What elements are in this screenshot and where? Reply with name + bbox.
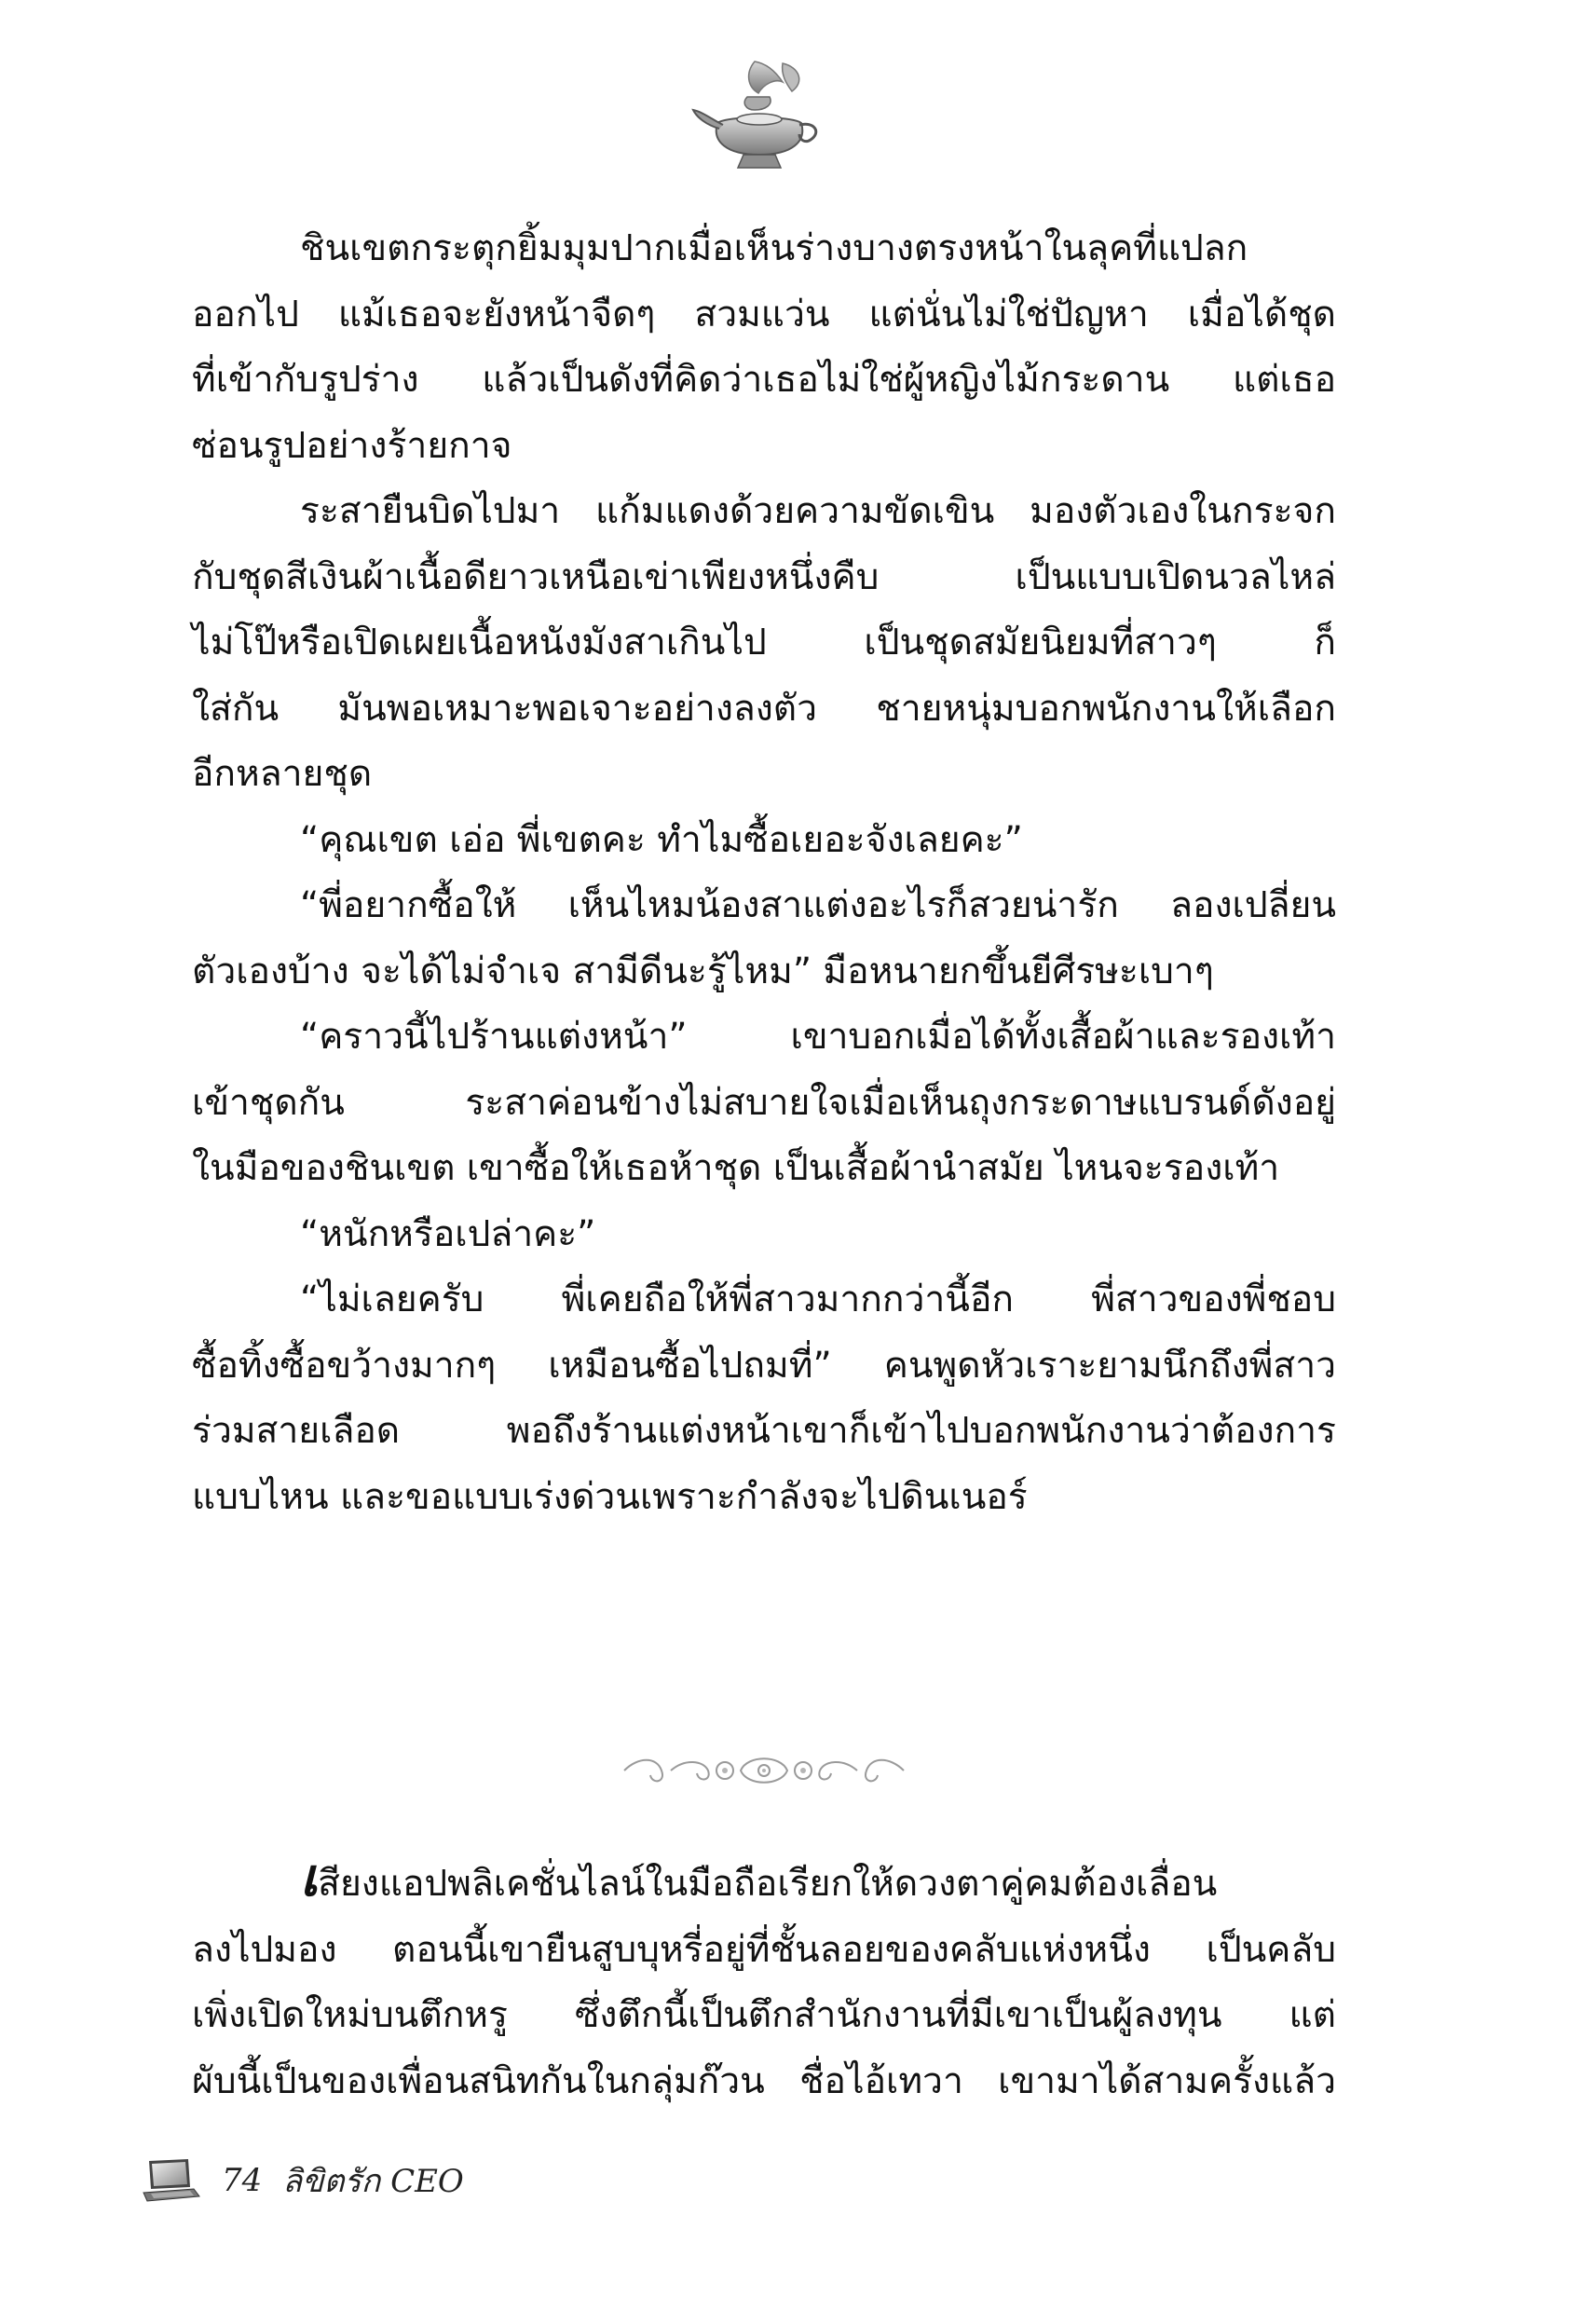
paragraph-line: ตัวเองบ้าง จะได้ไม่จำเจ สามีดีนะรู้ไหม” มือหนายกขึ้นยีศีรษะเบาๆ (192, 950, 1214, 992)
page-footer (140, 2143, 464, 2218)
floral-divider-icon (615, 1747, 913, 1794)
paragraph-line: อีกหลายชุด (192, 753, 373, 795)
paragraph-line: “คุณเขต เอ่อ พี่เขตคะ ทำไมซื้อเยอะจังเลยคะ” (300, 818, 1023, 861)
paragraph-line: “พี่อยากซื้อให้ เห็นไหมน้องสาแต่งอะไรก็สวยน่ารัก ลองเปลี่ยน (300, 884, 1336, 926)
paragraph-line-text: สียงแอปพลิเคชั่นไลน์ในมือถือเรียกให้ดวงตาคู่คมต้องเลื่อน (318, 1863, 1218, 1905)
page-number: 74 (222, 2162, 263, 2199)
paragraph-line: ร่วมสายเลือด พอถึงร้านแต่งหน้าเขาก็เข้าไปบอกพนักงานว่าต้องการ (192, 1410, 1336, 1452)
paragraph-line: ซ่อนรูปอย่างร้ายกาจ (192, 424, 512, 467)
paragraph-line (192, 1845, 1336, 1918)
paragraph-line: กับชุดสีเงินผ้าเนื้อดียาวเหนือเข่าเพียงหนึ่งคืบ เป็นแบบเปิดนวลไหล่ (192, 555, 1336, 598)
paragraph-line: ระสายืนบิดไปมา แก้มแดงด้วยความขัดเขิน มองตัวเองในกระจก (300, 490, 1336, 532)
paragraph-line: ซื้อทิ้งซื้อขว้างมากๆ เหมือนซื้อไปถมที่” คนพูดหัวเราะยามนึกถึงพี่สาว (192, 1344, 1336, 1387)
paragraph-line: ในมือของชินเขต เขาซื้อให้เธอห้าชุด เป็นเสื้อผ้านำสมัย ไหนจะรองเท้า (192, 1147, 1280, 1189)
laptop-icon (140, 2157, 201, 2204)
paragraph-line: ใส่กัน มันพอเหมาะพอเจาะอย่างลงตัว ชายหนุ่มบอกพนักงานให้เลือก (192, 687, 1336, 730)
drop-cap: เ (300, 1847, 319, 1908)
paragraph-line: ผับนี้เป็นของเพื่อนสนิทกันในกลุ่มก๊วน ชื่อไอ้เทวา เขามาได้สามครั้งแล้ว (192, 2059, 1336, 2102)
paragraph-line: เพิ่งเปิดใหม่บนตึกหรู ซึ่งตึกนี้เป็นตึกสำนักงานที่มีเขาเป็นผู้ลงทุน แต่ (192, 1994, 1336, 2036)
paragraph-line: ลงไปมอง ตอนนี้เขายืนสูบบุหรี่อยู่ที่ชั้นลอยของคลับแห่งหนึ่ง เป็นคลับ (192, 1928, 1336, 1971)
paragraph-line: ออกไป แม้เธอจะยังหน้าจืดๆ สวมแว่น แต่นั่นไม่ใช่ปัญหา เมื่อได้ชุด (192, 293, 1336, 335)
paragraph-line: “คราวนี้ไปร้านแต่งหน้า” เขาบอกเมื่อได้ทั้งเสื้อผ้าและรองเท้า (300, 1016, 1336, 1058)
paragraph-line: เข้าชุดกัน ระสาค่อนข้างไม่สบายใจเมื่อเห็นถุงกระดาษแบรนด์ดังอยู่ (192, 1081, 1336, 1124)
paragraph-line: “หนักหรือเปล่าคะ” (300, 1212, 596, 1255)
paragraph-line: “ไม่เลยครับ พี่เคยถือให้พี่สาวมากกว่านี้อีก พี่สาวของพี่ชอบ (300, 1279, 1336, 1320)
section-2-text (192, 1845, 1336, 2114)
magic-lamp-icon (689, 45, 829, 185)
paragraph-line: ที่เข้ากับรูปร่าง แล้วเป็นดังที่คิดว่าเธอไม่ใช่ผู้หญิงไม้กระดาน แต่เธอ (192, 359, 1336, 401)
paragraph-line: ไม่โป๊หรือเปิดเผยเนื้อหนังมังสาเกินไป เป็นชุดสมัยนิยมที่สาวๆ ก็ (192, 622, 1336, 663)
book-title: ลิขิตรัก CEO (282, 2163, 464, 2200)
section-1-text (192, 216, 1336, 1530)
paragraph-line: ชินเขตกระตุกยิ้มมุมปากเมื่อเห็นร่างบางตรงหน้าในลุคที่แปลก (300, 227, 1248, 269)
paragraph-line: แบบไหน และขอแบบเร่งด่วนเพราะกำลังจะไปดินเนอร์ (192, 1475, 1028, 1518)
